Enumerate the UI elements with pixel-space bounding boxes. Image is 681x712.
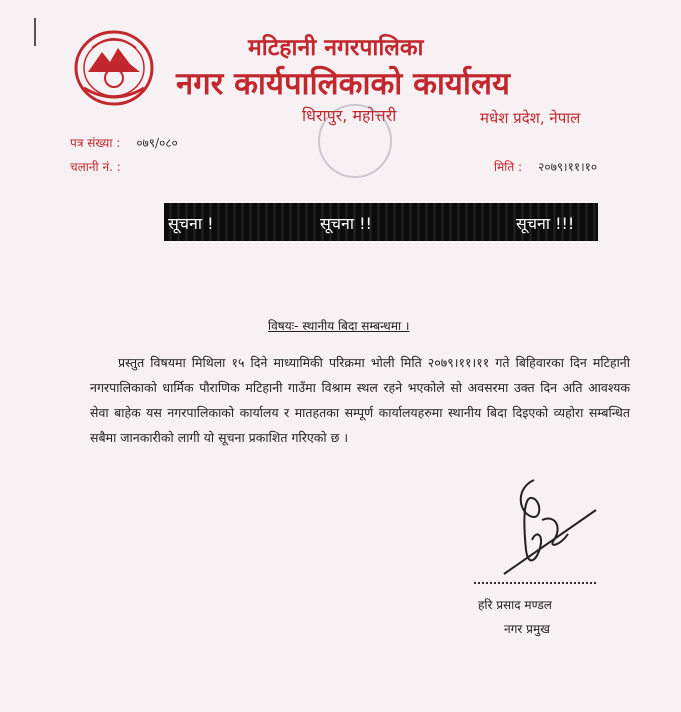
signatory-title: नगर प्रमुख xyxy=(504,622,550,636)
address-district: धिरापुर, महोत्तरी xyxy=(302,106,397,125)
faint-stamp-icon xyxy=(318,104,392,178)
date-value: २०७९।११।१० xyxy=(538,160,598,174)
office-name: नगर कार्यपालिकाको कार्यालय xyxy=(176,66,510,102)
letter-number xyxy=(70,134,178,151)
subject-line: विषयः- स्थानीय बिदा सम्बन्धमा । xyxy=(268,319,410,333)
banner-notice-1: सूचना ! xyxy=(168,214,214,233)
dispatch-number xyxy=(70,158,121,175)
banner-notice-2: सूचना !! xyxy=(320,214,372,233)
notice-banner xyxy=(164,203,598,241)
letter-number-label: पत्र संख्या : xyxy=(70,136,121,150)
date xyxy=(494,158,597,175)
nepal-government-emblem-icon xyxy=(72,28,156,108)
address-province: मधेश प्रदेश, नेपाल xyxy=(480,109,581,127)
letter-number-value: ०७९/०८० xyxy=(136,136,178,150)
banner-notice-3: सूचना !!! xyxy=(516,214,575,233)
date-label: मिति : xyxy=(494,160,523,174)
margin-mark xyxy=(34,18,36,46)
dispatch-number-label: चलानी नं. : xyxy=(70,160,121,174)
signature-line xyxy=(474,582,596,584)
notice-body: प्रस्तुत विषयमा मिथिला १५ दिने माध्यामिकी परिक्रमा भोली मिति २०७९।११।११ गते बिहिवारका दिन मटिहानी नगरपालिकाको धार्मिक पौराणिक मटिहानी गाउँमा विश्राम स्थल रहने भएकोले सो अवसरमा उक्त दिन अति आवश्यक सेवा बाहेक यस नगरपालिकाको कार्यालय र मातहतका सम्पूर्ण कार्यालयहरुमा स्थानीय बिदा दिइएको व्यहोरा सम्बन्धित सबैमा जानकारीको लागी यो सूचना प्रकाशित गरिएको छ । xyxy=(90,355,630,445)
municipality-name: मटिहानी नगरपालिका xyxy=(248,35,424,61)
signature-icon xyxy=(496,470,606,580)
signatory-name: हरि प्रसाद मण्डल xyxy=(478,598,552,612)
